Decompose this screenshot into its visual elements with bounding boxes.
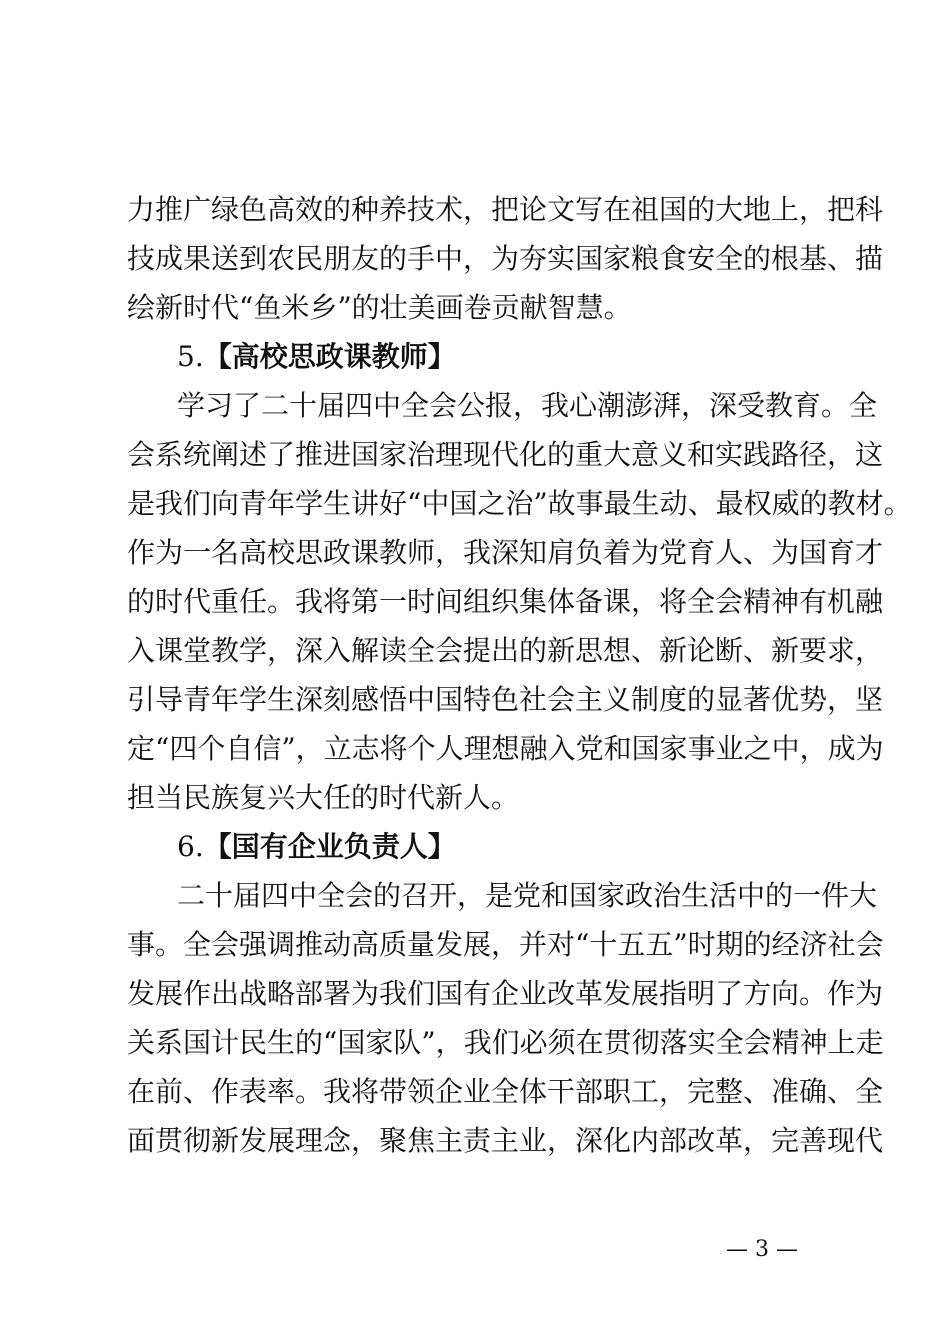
text-line: 在前、作表率。我将带领企业全体干部职工，完整、准确、全: [127, 1075, 884, 1108]
text-line: 关系国计民生的“国家队”，我们必须在贯彻落实全会精神上走: [127, 1026, 884, 1059]
section-heading-5: [127, 332, 833, 381]
document-body: [127, 185, 912, 1165]
section-title: 【高校思政课教师】: [203, 340, 456, 373]
text-line: 会系统阐述了推进国家治理现代化的重大意义和实践路径，这: [127, 438, 884, 471]
text-line: 的时代重任。我将第一时间组织集体备课，将全会精神有机融: [127, 585, 884, 618]
text-line: 作为一名高校思政课教师，我深知肩负着为党育人、为国育才: [127, 536, 884, 569]
text-line: 学习了二十届四中全会公报，我心潮澎湃，深受教育。全: [177, 389, 878, 422]
section-title: 【国有企业负责人】: [203, 830, 456, 863]
paragraph-section-5: [127, 381, 912, 822]
text-line: 事。全会强调推动高质量发展，并对“十五五”时期的经济社会: [127, 928, 884, 961]
text-line: 引导青年学生深刻感悟中国特色社会主义制度的显著优势，坚: [127, 683, 884, 716]
text-line: 入课堂教学，深入解读全会提出的新思想、新论断、新要求，: [127, 634, 884, 667]
text-line: 发展作出战略部署为我们国有企业改革发展指明了方向。作为: [127, 977, 884, 1010]
paragraph-continuation: [127, 185, 884, 332]
text-line: 绘新时代“鱼米乡”的壮美画卷贡献智慧。: [127, 291, 632, 324]
page-number: — 3 —: [726, 1237, 798, 1262]
text-line: 担当民族复兴大任的时代新人。: [127, 781, 520, 814]
text-line: 力推广绿色高效的种养技术，把论文写在祖国的大地上，把科: [127, 193, 884, 226]
paragraph-section-6: [127, 871, 884, 1165]
section-number: 6.: [177, 830, 204, 863]
text-line: 定“四个自信”，立志将个人理想融入党和国家事业之中，成为: [127, 732, 884, 765]
text-line: 面贯彻新发展理念，聚焦主责主业，深化内部改革，完善现代: [127, 1124, 884, 1157]
text-line: 技成果送到农民朋友的手中，为夯实国家粮食安全的根基、描: [127, 242, 884, 275]
section-number: 5.: [177, 340, 204, 373]
section-heading-6: [127, 822, 833, 871]
text-line: 二十届四中全会的召开，是党和国家政治生活中的一件大: [177, 879, 878, 912]
text-line: 是我们向青年学生讲好“中国之治”故事最生动、最权威的教材。: [127, 487, 912, 520]
